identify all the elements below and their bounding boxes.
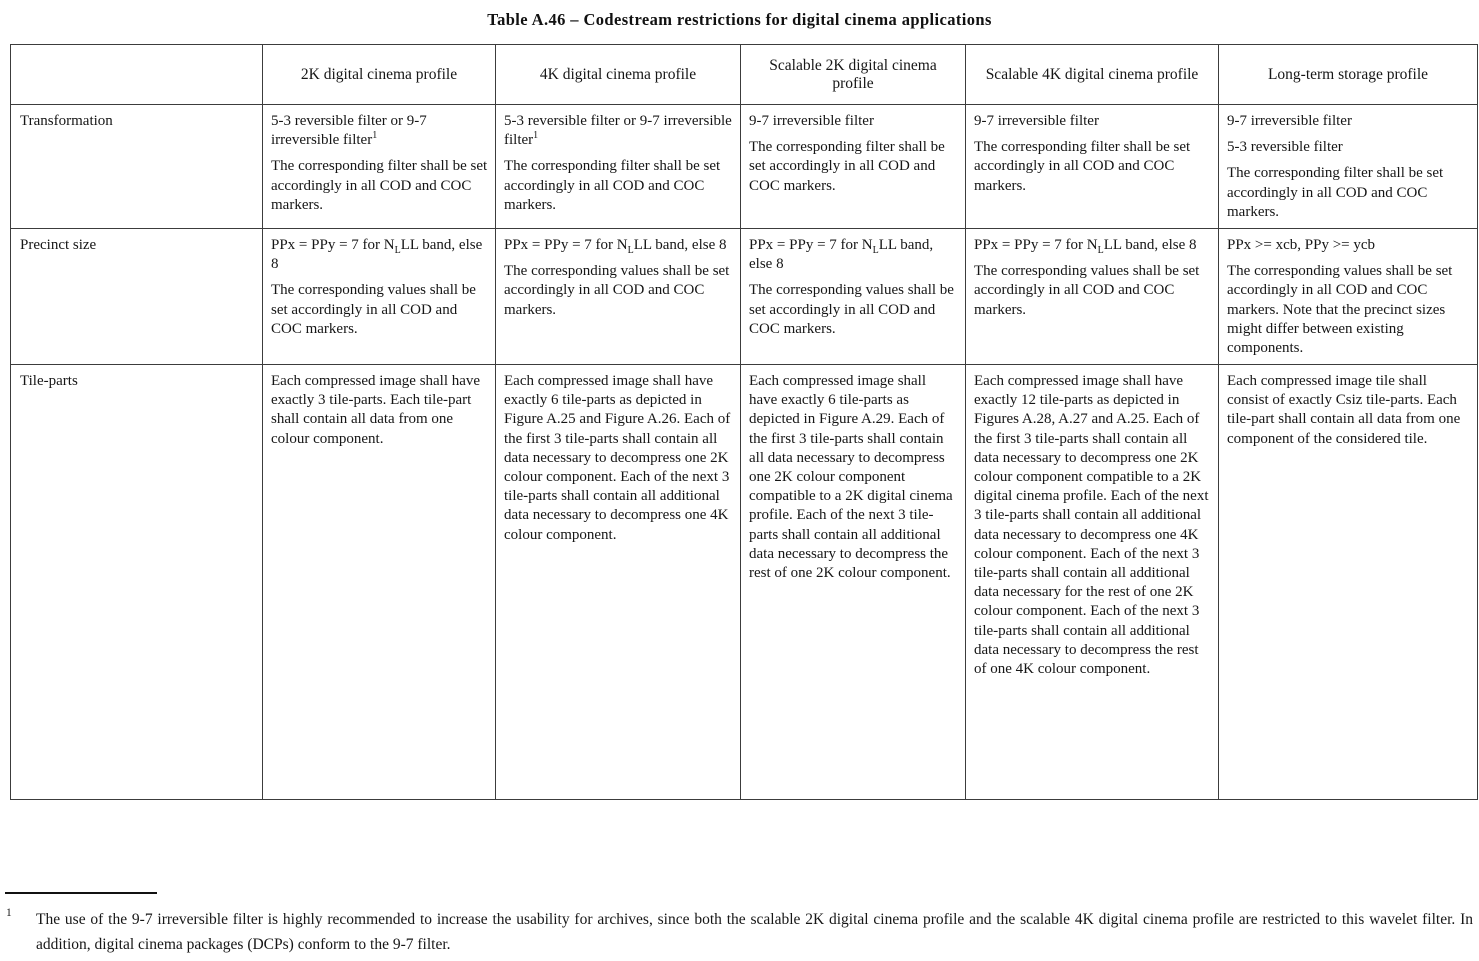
header-scalable-4k-profile: Scalable 4K digital cinema profile	[966, 45, 1219, 105]
header-row	[11, 45, 1478, 105]
row-label-tile-parts: Tile-parts	[11, 365, 263, 800]
cell-tileparts-scalable-4k: Each compressed image shall have exactly 12 tile-parts as depicted in Figures A.28, A.27 and A.25. Each of the first 3 tile-parts shall contain all data necessary to decompress one 2K colour component compatible to a 2K digital cinema profile. Each of the next 3 tile-parts shall contain all additional data necessary to decompress one 4K colour component. Each of the next 3 tile-parts shall contain all additional data necessary for the rest of one 2K colour component. Each of the next 3 tile-parts shall contain all additional data necessary to decompress the rest of one 4K colour component.	[966, 365, 1219, 800]
cell-transformation-2k: 5-3 reversible filter or 9-7 irreversible filter$^1$ The corresponding filter shall be set accordingly in all COD and COC markers.	[263, 105, 496, 229]
footnote-1	[5, 908, 1473, 958]
cell-transformation-scalable-4k: 9-7 irreversible filter The corresponding filter shall be set accordingly in all COD and COC markers.	[966, 105, 1219, 229]
cell-precinct-scalable-4k: PPx = PPy = 7 for $N_LLL$ band, else 8 The corresponding values shall be set accordingly in all COD and COC markers.	[966, 228, 1219, 364]
header-4k-profile: 4K digital cinema profile	[496, 45, 741, 105]
row-tile-parts	[11, 365, 1478, 800]
cell-precinct-long-term: PPx >= xcb, PPy >= ycb The corresponding values shall be set accordingly in all COD and COC markers. Note that the precinct sizes might differ between existing components.	[1219, 228, 1478, 364]
header-long-term-storage-profile: Long-term storage profile	[1219, 45, 1478, 105]
cell-precinct-2k: PPx = PPy = 7 for $N_LLL$ band, else 8 The corresponding values shall be set accordingly in all COD and COC markers.	[263, 228, 496, 364]
cell-transformation-long-term: 9-7 irreversible filter 5-3 reversible filter The corresponding filter shall be set accordingly in all COD and COC markers.	[1219, 105, 1478, 229]
cell-precinct-4k: PPx = PPy = 7 for $N_LLL$ band, else 8 The corresponding values shall be set accordingly in all COD and COC markers.	[496, 228, 741, 364]
table-caption: Table A.46 – Codestream restrictions for digital cinema applications	[487, 10, 992, 29]
cell-tileparts-long-term: Each compressed image tile shall consist of exactly Csiz tile-parts. Each tile-part shall contain all data from one component of the considered tile.	[1219, 365, 1478, 800]
footnote-separator-rule	[5, 892, 157, 894]
header-scalable-2k-profile: Scalable 2K digital cinema profile	[741, 45, 966, 105]
header-blank	[11, 45, 263, 105]
codestream-restrictions-table	[10, 44, 1478, 800]
footnote-block	[5, 892, 1473, 958]
row-label-transformation: Transformation	[11, 105, 263, 229]
cell-tileparts-4k: Each compressed image shall have exactly 6 tile-parts as depicted in Figure A.25 and Figure A.26. Each of the first 3 tile-parts shall contain all data necessary to decompress one 2K colour component. Each of the next 3 tile-parts shall contain all additional data necessary to decompress one 4K colour component.	[496, 365, 741, 800]
cell-transformation-scalable-2k: 9-7 irreversible filter The corresponding filter shall be set accordingly in all COD and COC markers.	[741, 105, 966, 229]
footnote-text: The use of the 9-7 irreversible filter is highly recommended to increase the usability for archives, since both the scalable 2K digital cinema profile and the scalable 4K digital cinema profile are restricted to this wavelet filter. In addition, digital cinema packages (DCPs) conform to the 9-7 filter.	[36, 911, 1473, 953]
footnote-marker: 1	[6, 907, 12, 919]
cell-transformation-4k: 5-3 reversible filter or 9-7 irreversible filter$^1$ The corresponding filter shall be set accordingly in all COD and COC markers.	[496, 105, 741, 229]
row-label-precinct-size: Precinct size	[11, 228, 263, 364]
header-2k-profile: 2K digital cinema profile	[263, 45, 496, 105]
cell-tileparts-scalable-2k: Each compressed image shall have exactly 6 tile-parts as depicted in Figure A.29. Each of the first 3 tile-parts shall contain all data necessary to decompress one 2K colour component compatible to a 2K digital cinema profile. Each of the next 3 tile-parts shall contain all additional data necessary to decompress the rest of one 2K colour component.	[741, 365, 966, 800]
cell-precinct-scalable-2k: PPx = PPy = 7 for $N_LLL$ band, else 8 The corresponding values shall be set accordingly in all COD and COC markers.	[741, 228, 966, 364]
row-precinct-size	[11, 228, 1478, 364]
cell-tileparts-2k: Each compressed image shall have exactly 3 tile-parts. Each tile-part shall contain all data from one colour component.	[263, 365, 496, 800]
row-transformation	[11, 105, 1478, 229]
